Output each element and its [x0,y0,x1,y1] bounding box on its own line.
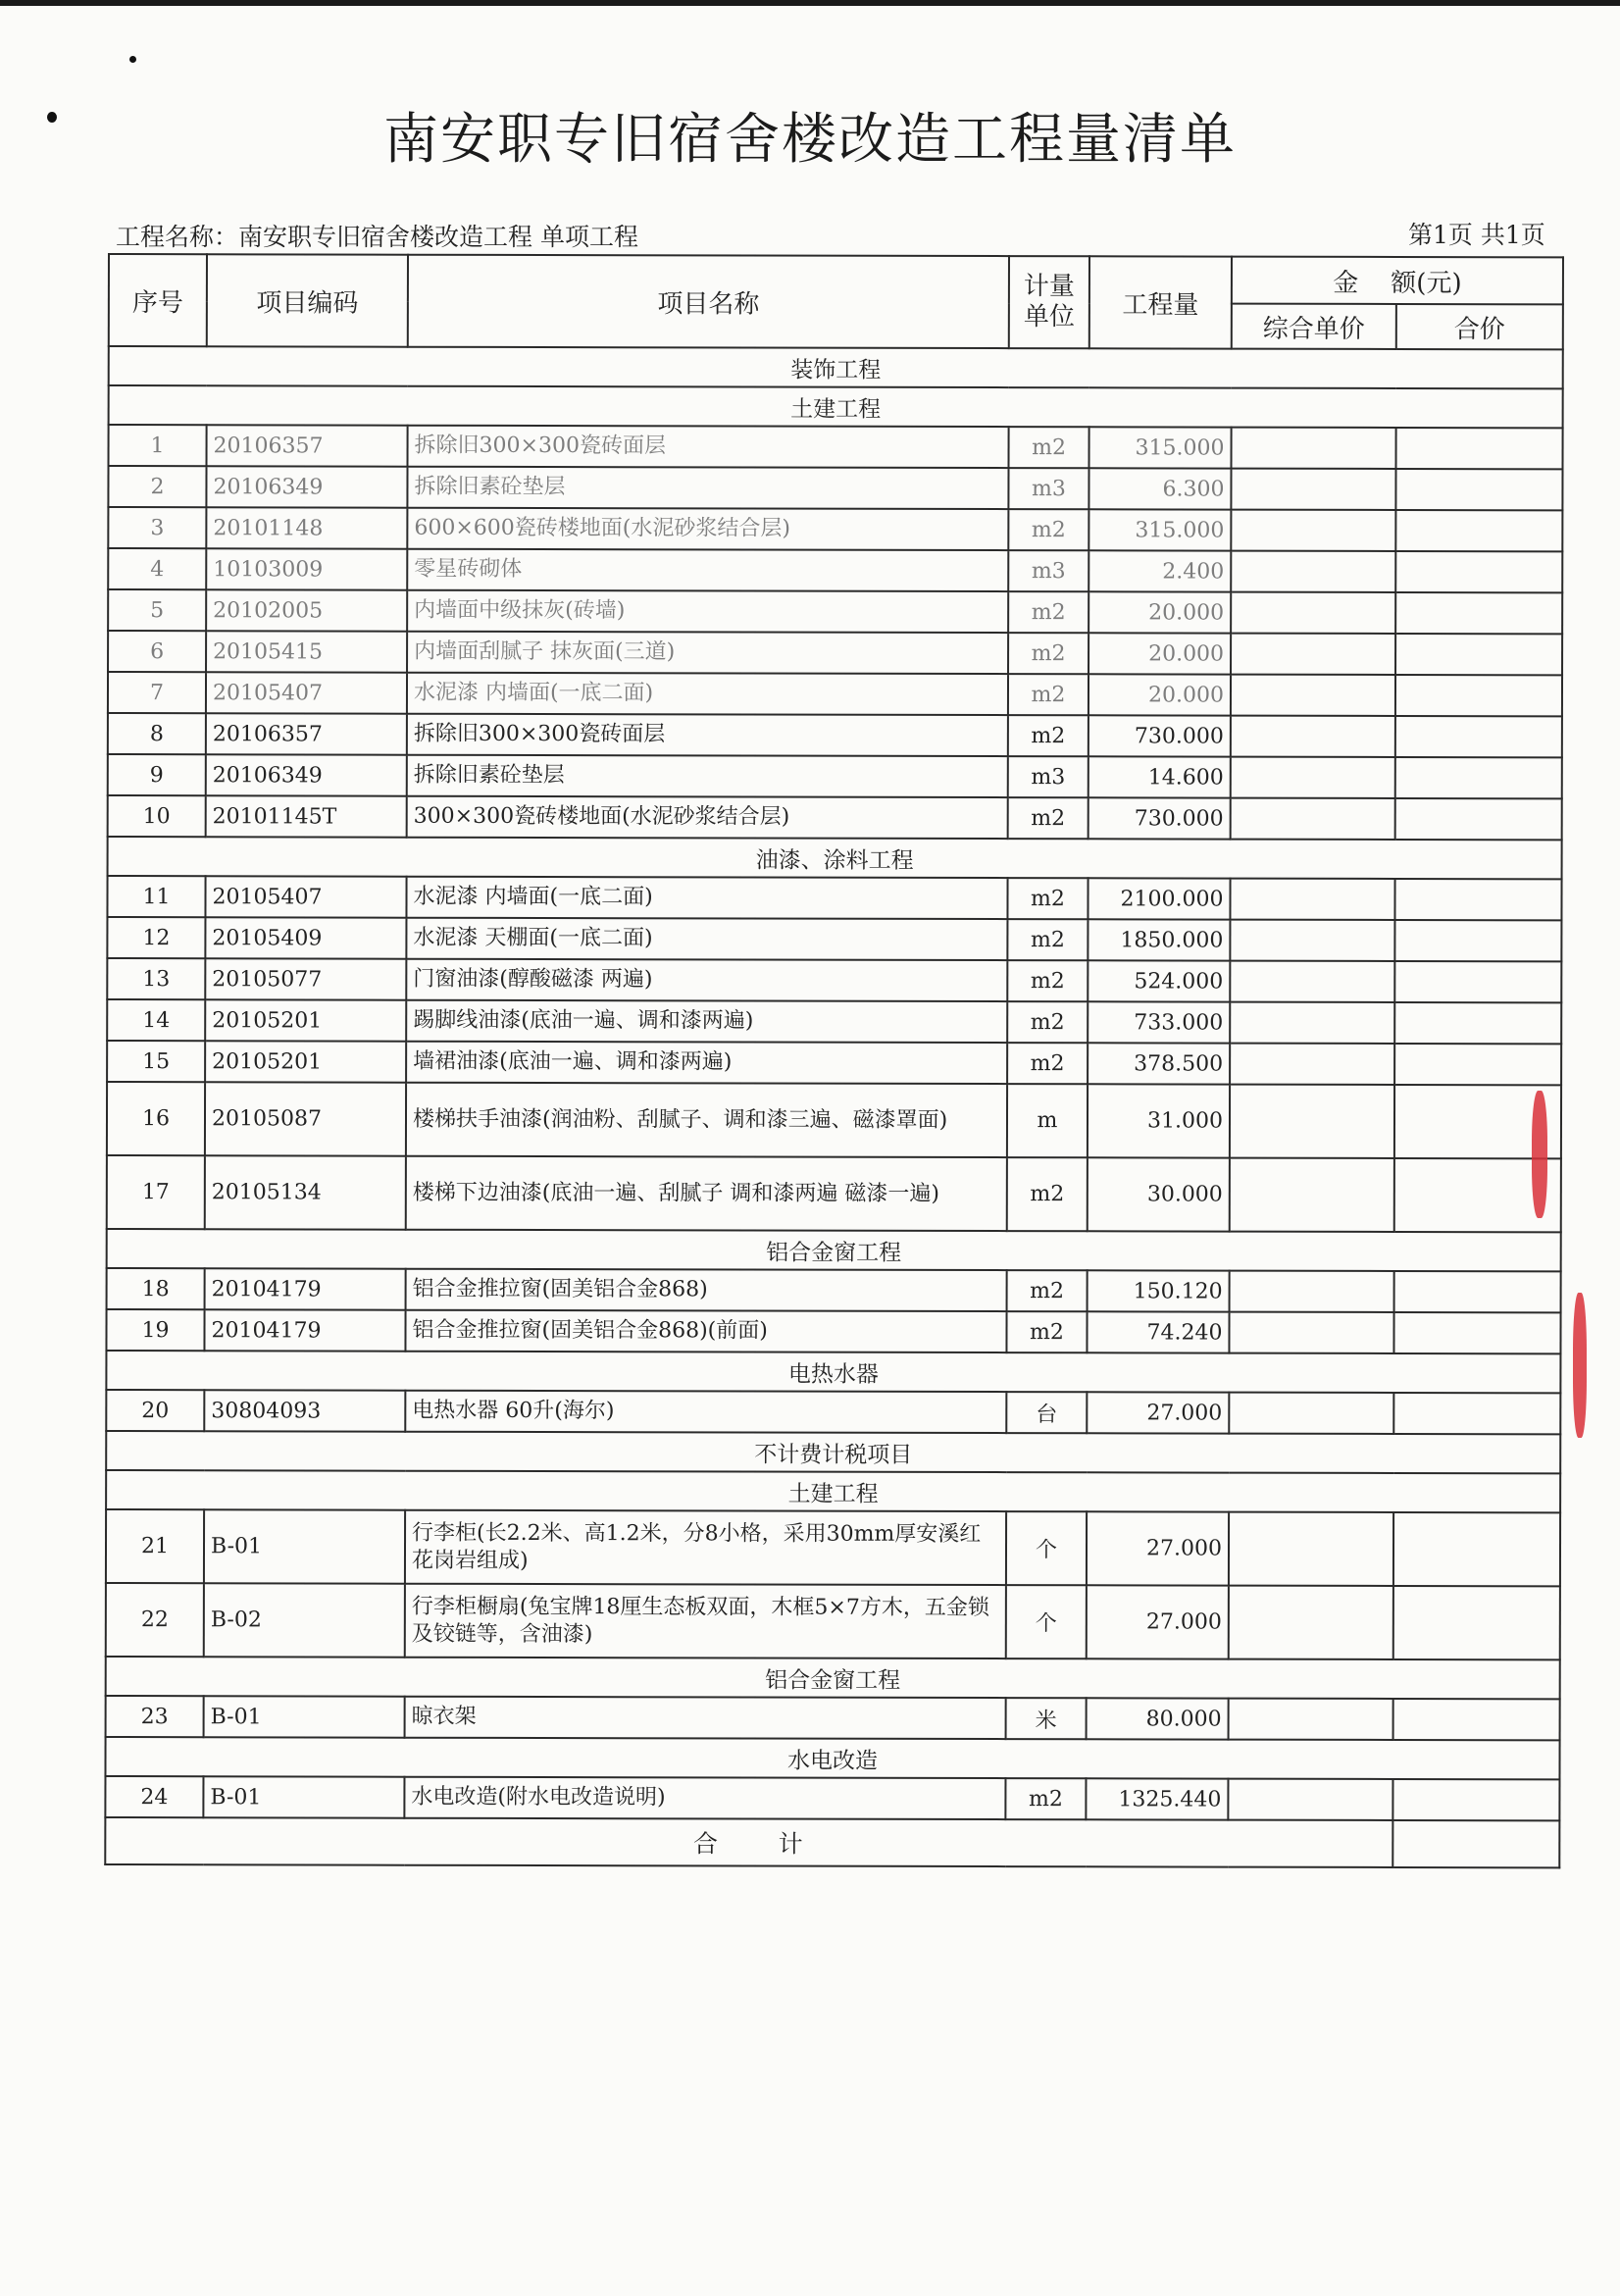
item-unit: m3 [1008,756,1088,797]
item-unit: m2 [1007,878,1088,919]
row-number: 21 [106,1509,204,1583]
row-number: 14 [107,999,205,1041]
section-row [109,346,1563,388]
row-number: 24 [105,1776,203,1817]
item-quantity: 730.000 [1088,797,1231,839]
table-row [108,466,1562,510]
row-number: 13 [107,958,205,999]
section-title: 装饰工程 [109,346,1563,388]
header-unit-price: 综合单价 [1232,304,1396,349]
header-code: 项目编码 [207,254,408,346]
item-quantity: 20.000 [1088,633,1231,674]
section-title: 土建工程 [106,1470,1560,1512]
total-price-cell [1395,798,1562,840]
row-number: 6 [108,631,206,672]
item-code: 20106357 [207,425,408,466]
item-name: 600×600瓷砖楼地面(水泥砂浆结合层) [407,508,1008,550]
header-amount: 金 额(元) [1232,257,1563,305]
total-amount-cell [1392,1820,1559,1867]
unit-price-cell [1230,1002,1394,1044]
section-row [105,1737,1559,1779]
section-row [106,1657,1560,1699]
total-price-cell [1394,1002,1561,1044]
item-code: 20105201 [205,1041,406,1082]
total-price-cell [1395,592,1562,634]
item-quantity: 80.000 [1087,1698,1229,1739]
item-unit: m2 [1009,427,1089,468]
item-name: 门窗油漆(醇酸磁漆 两遍) [406,959,1007,1001]
item-quantity: 31.000 [1088,1084,1230,1157]
unit-price-cell [1231,634,1395,675]
item-code: 20105077 [205,958,406,999]
item-quantity: 20.000 [1088,674,1231,715]
item-code: 20105407 [205,876,406,917]
row-number: 5 [108,589,206,631]
item-quantity: 733.000 [1088,1001,1230,1043]
item-unit: m3 [1008,468,1088,509]
section-row [109,385,1563,428]
item-quantity: 524.000 [1088,960,1230,1001]
item-name: 水泥漆 内墙面(一底二面) [406,877,1007,919]
item-name: 拆除旧300×300瓷砖面层 [408,426,1009,468]
row-number: 15 [107,1041,205,1082]
table-row [107,1155,1561,1232]
item-unit: m2 [1007,960,1088,1001]
item-quantity: 27.000 [1087,1585,1229,1658]
item-name: 水电改造(附水电改造说明) [404,1777,1005,1819]
table-row [107,876,1561,920]
bill-of-quantities-table [104,253,1564,1868]
item-name: 楼梯扶手油漆(润油粉、刮腻子、调和漆三遍、磁漆罩面) [406,1083,1007,1157]
unit-price-cell [1231,510,1395,551]
item-code: 20102005 [206,589,407,631]
item-name: 内墙面中级抹灰(砖墙) [407,590,1008,633]
total-price-cell [1395,634,1562,675]
row-number: 16 [107,1082,205,1155]
unit-price-cell [1229,1699,1393,1740]
row-number: 10 [108,795,206,837]
item-code: 20105087 [205,1082,406,1155]
table-header [109,254,1563,349]
item-quantity: 730.000 [1088,715,1231,756]
item-unit: m2 [1007,919,1088,960]
item-quantity: 6.300 [1088,468,1231,509]
item-unit: m2 [1007,1157,1088,1231]
row-number: 1 [109,425,207,466]
unit-price-cell [1229,1393,1393,1434]
item-unit: 台 [1006,1392,1087,1433]
section-title: 铝合金窗工程 [107,1229,1561,1271]
item-name: 铝合金推拉窗(固美铝合金868) [406,1269,1007,1311]
unit-price-cell [1230,920,1394,961]
table-row [107,958,1561,1002]
item-name: 水泥漆 天棚面(一底二面) [406,918,1007,960]
table-row [106,1390,1560,1434]
unit-price-cell [1229,1586,1393,1659]
item-unit: m2 [1008,715,1088,756]
unit-price-cell [1230,1044,1394,1085]
item-name: 晾衣架 [405,1697,1006,1739]
total-price-cell [1394,961,1561,1002]
item-unit: 个 [1006,1511,1087,1585]
item-name: 拆除旧300×300瓷砖面层 [407,714,1008,756]
total-price-cell [1393,1393,1560,1434]
table-row [107,1041,1561,1085]
row-number: 9 [108,754,206,795]
total-price-cell [1394,1271,1561,1312]
item-unit: m2 [1008,509,1088,550]
item-code: 20101145T [206,795,407,837]
total-price-cell [1396,428,1563,469]
row-number: 17 [107,1155,205,1229]
item-code: 10103009 [206,548,407,589]
unit-price-cell [1230,1085,1394,1158]
table-row [108,548,1562,592]
total-price-cell [1392,1779,1559,1820]
item-quantity: 27.000 [1087,1511,1229,1585]
row-number: 12 [107,917,205,958]
item-code: 20104179 [205,1268,406,1309]
total-price-cell [1394,920,1561,961]
item-code: 20105407 [206,672,407,713]
row-number: 20 [106,1390,204,1431]
section-row [108,837,1562,879]
total-price-cell [1395,510,1562,551]
row-number: 19 [106,1309,204,1351]
document-title: 南安职专旧宿舍楼改造工程量清单 [383,108,1237,172]
unit-price-cell [1229,1512,1393,1586]
item-quantity: 20.000 [1088,591,1231,633]
row-number: 8 [108,713,206,754]
unit-price-cell [1231,798,1395,840]
item-unit: m2 [1007,1043,1088,1084]
section-title: 油漆、涂料工程 [108,837,1562,879]
table-row [108,754,1562,798]
item-code: 20105415 [206,631,407,672]
red-seal-fragment [1573,1293,1587,1438]
item-code: B-01 [204,1509,405,1583]
unit-price-cell [1230,961,1394,1002]
item-unit: m2 [1007,1001,1088,1043]
total-price-cell [1393,1512,1560,1586]
item-code: B-01 [203,1776,404,1817]
item-quantity: 2.400 [1088,550,1231,591]
item-code: B-01 [204,1696,405,1737]
item-name: 行李柜橱扇(兔宝牌18厘生态板双面，木框5×7方木，五金锁及铰链等，含油漆) [405,1584,1006,1658]
unit-price-cell [1228,1779,1392,1820]
total-price-cell [1393,1586,1560,1659]
table-row [107,999,1561,1044]
item-unit: m2 [1006,1311,1087,1352]
item-name: 踢脚线油漆(底油一遍、调和漆两遍) [406,1000,1007,1043]
table-row [106,1583,1560,1659]
section-title: 水电改造 [105,1737,1559,1779]
item-quantity: 378.500 [1088,1043,1230,1084]
table-row [108,631,1562,675]
unit-price-cell [1232,428,1396,469]
total-price-cell [1395,551,1562,592]
row-number: 7 [108,672,206,713]
red-seal-fragment [1532,1091,1547,1218]
row-number: 4 [108,548,206,589]
section-title: 土建工程 [109,385,1563,428]
total-row [105,1817,1559,1867]
table-row [106,1696,1560,1740]
total-price-cell [1394,1044,1561,1085]
total-price-cell [1393,1699,1560,1740]
total-price-cell [1395,675,1562,716]
unit-price-cell [1229,1312,1393,1353]
total-label: 合 计 [105,1817,1392,1867]
section-row [106,1431,1560,1473]
item-quantity: 74.240 [1087,1311,1229,1352]
unit-price-cell [1231,592,1395,634]
table-body [105,346,1563,1867]
item-name: 电热水器 60升(海尔) [405,1391,1006,1433]
unit-price-cell [1231,757,1395,798]
table-row [107,1082,1561,1158]
item-code: 20104179 [204,1309,405,1351]
table-row [107,1268,1561,1312]
item-name: 墙裙油漆(底油一遍、调和漆两遍) [406,1042,1007,1084]
item-name: 水泥漆 内墙面(一底二面) [407,673,1008,715]
item-code: 20106349 [206,754,407,795]
unit-price-cell [1231,551,1395,592]
scan-edge [0,0,1620,6]
item-code: 20105134 [205,1155,406,1229]
total-price-cell [1395,469,1562,510]
item-quantity: 2100.000 [1088,878,1230,919]
item-quantity: 150.120 [1088,1270,1230,1311]
row-number: 23 [106,1696,204,1737]
section-row [106,1470,1560,1512]
item-code: 20106349 [206,466,407,507]
header-qty: 工程量 [1089,256,1232,348]
total-price-cell [1395,757,1562,798]
section-row [107,1229,1561,1271]
table-row [106,1309,1560,1353]
total-price-cell [1393,1312,1560,1353]
item-unit: 个 [1006,1585,1087,1658]
item-quantity: 1850.000 [1088,919,1230,960]
item-unit: m2 [1008,797,1088,839]
table-row [105,1776,1559,1820]
row-number: 22 [106,1583,204,1657]
table-row [109,425,1563,469]
table-row [108,672,1562,716]
item-unit: m2 [1008,633,1088,674]
item-unit: m2 [1005,1778,1086,1819]
item-name: 内墙面刮腻子 抹灰面(三道) [407,632,1008,674]
item-code: 30804093 [204,1390,405,1431]
header-total-price: 合价 [1396,304,1563,349]
item-unit: m2 [1008,674,1088,715]
total-price-cell [1395,716,1562,757]
header-unit: 计量单位 [1009,256,1089,348]
item-code: 20105409 [205,917,406,958]
item-name: 楼梯下边油漆(底油一遍、刮腻子 调和漆两遍 磁漆一遍) [406,1156,1007,1231]
row-number: 2 [108,466,206,507]
table-row [108,713,1562,757]
item-name: 零星砖砌体 [407,549,1008,591]
unit-price-cell [1230,1271,1394,1312]
item-name: 300×300瓷砖楼地面(水泥砂浆结合层) [407,796,1008,839]
row-number: 3 [108,507,206,548]
unit-price-cell [1231,675,1395,716]
item-quantity: 14.600 [1088,756,1231,797]
table-row [108,507,1562,551]
unit-price-cell [1231,716,1395,757]
item-unit: m3 [1008,550,1088,591]
page-info: 第1页 共1页 [1408,221,1545,249]
scan-speck [129,56,136,63]
table-row [108,589,1562,634]
table-row [108,795,1562,840]
table-row [106,1509,1560,1586]
item-quantity: 315.000 [1088,509,1231,550]
item-unit: m2 [1008,591,1088,633]
table-row [107,917,1561,961]
item-unit: 米 [1006,1698,1087,1739]
header-no: 序号 [109,254,207,346]
item-name: 铝合金推拉窗(固美铝合金868)(前面) [405,1310,1006,1352]
project-name: 工程名称：南安职专旧宿舍楼改造工程 单项工程 [116,223,638,251]
item-quantity: 27.000 [1087,1392,1229,1433]
header-name: 项目名称 [408,255,1009,348]
section-row [106,1351,1560,1393]
item-unit: m [1007,1084,1088,1157]
item-quantity: 1325.440 [1086,1778,1228,1819]
item-name: 拆除旧素砼垫层 [407,467,1008,509]
item-code: 20105201 [205,999,406,1041]
unit-price-cell [1231,469,1395,510]
item-name: 行李柜(长2.2米、高1.2米，分8小格，采用30mm厚安溪红花岗岩组成) [405,1510,1006,1585]
row-number: 18 [107,1268,205,1309]
unit-price-cell [1230,879,1394,920]
item-unit: m2 [1007,1270,1088,1311]
unit-price-cell [1230,1158,1394,1232]
item-quantity: 30.000 [1088,1157,1230,1231]
section-title: 铝合金窗工程 [106,1657,1560,1699]
total-price-cell [1394,879,1561,920]
section-title: 不计费计税项目 [106,1431,1560,1473]
item-quantity: 315.000 [1089,427,1232,468]
item-code: 20101148 [206,507,407,548]
section-title: 电热水器 [106,1351,1560,1393]
item-code: 20106357 [206,713,407,754]
item-code: B-02 [204,1583,405,1657]
row-number: 11 [107,876,205,917]
item-name: 拆除旧素砼垫层 [407,755,1008,797]
